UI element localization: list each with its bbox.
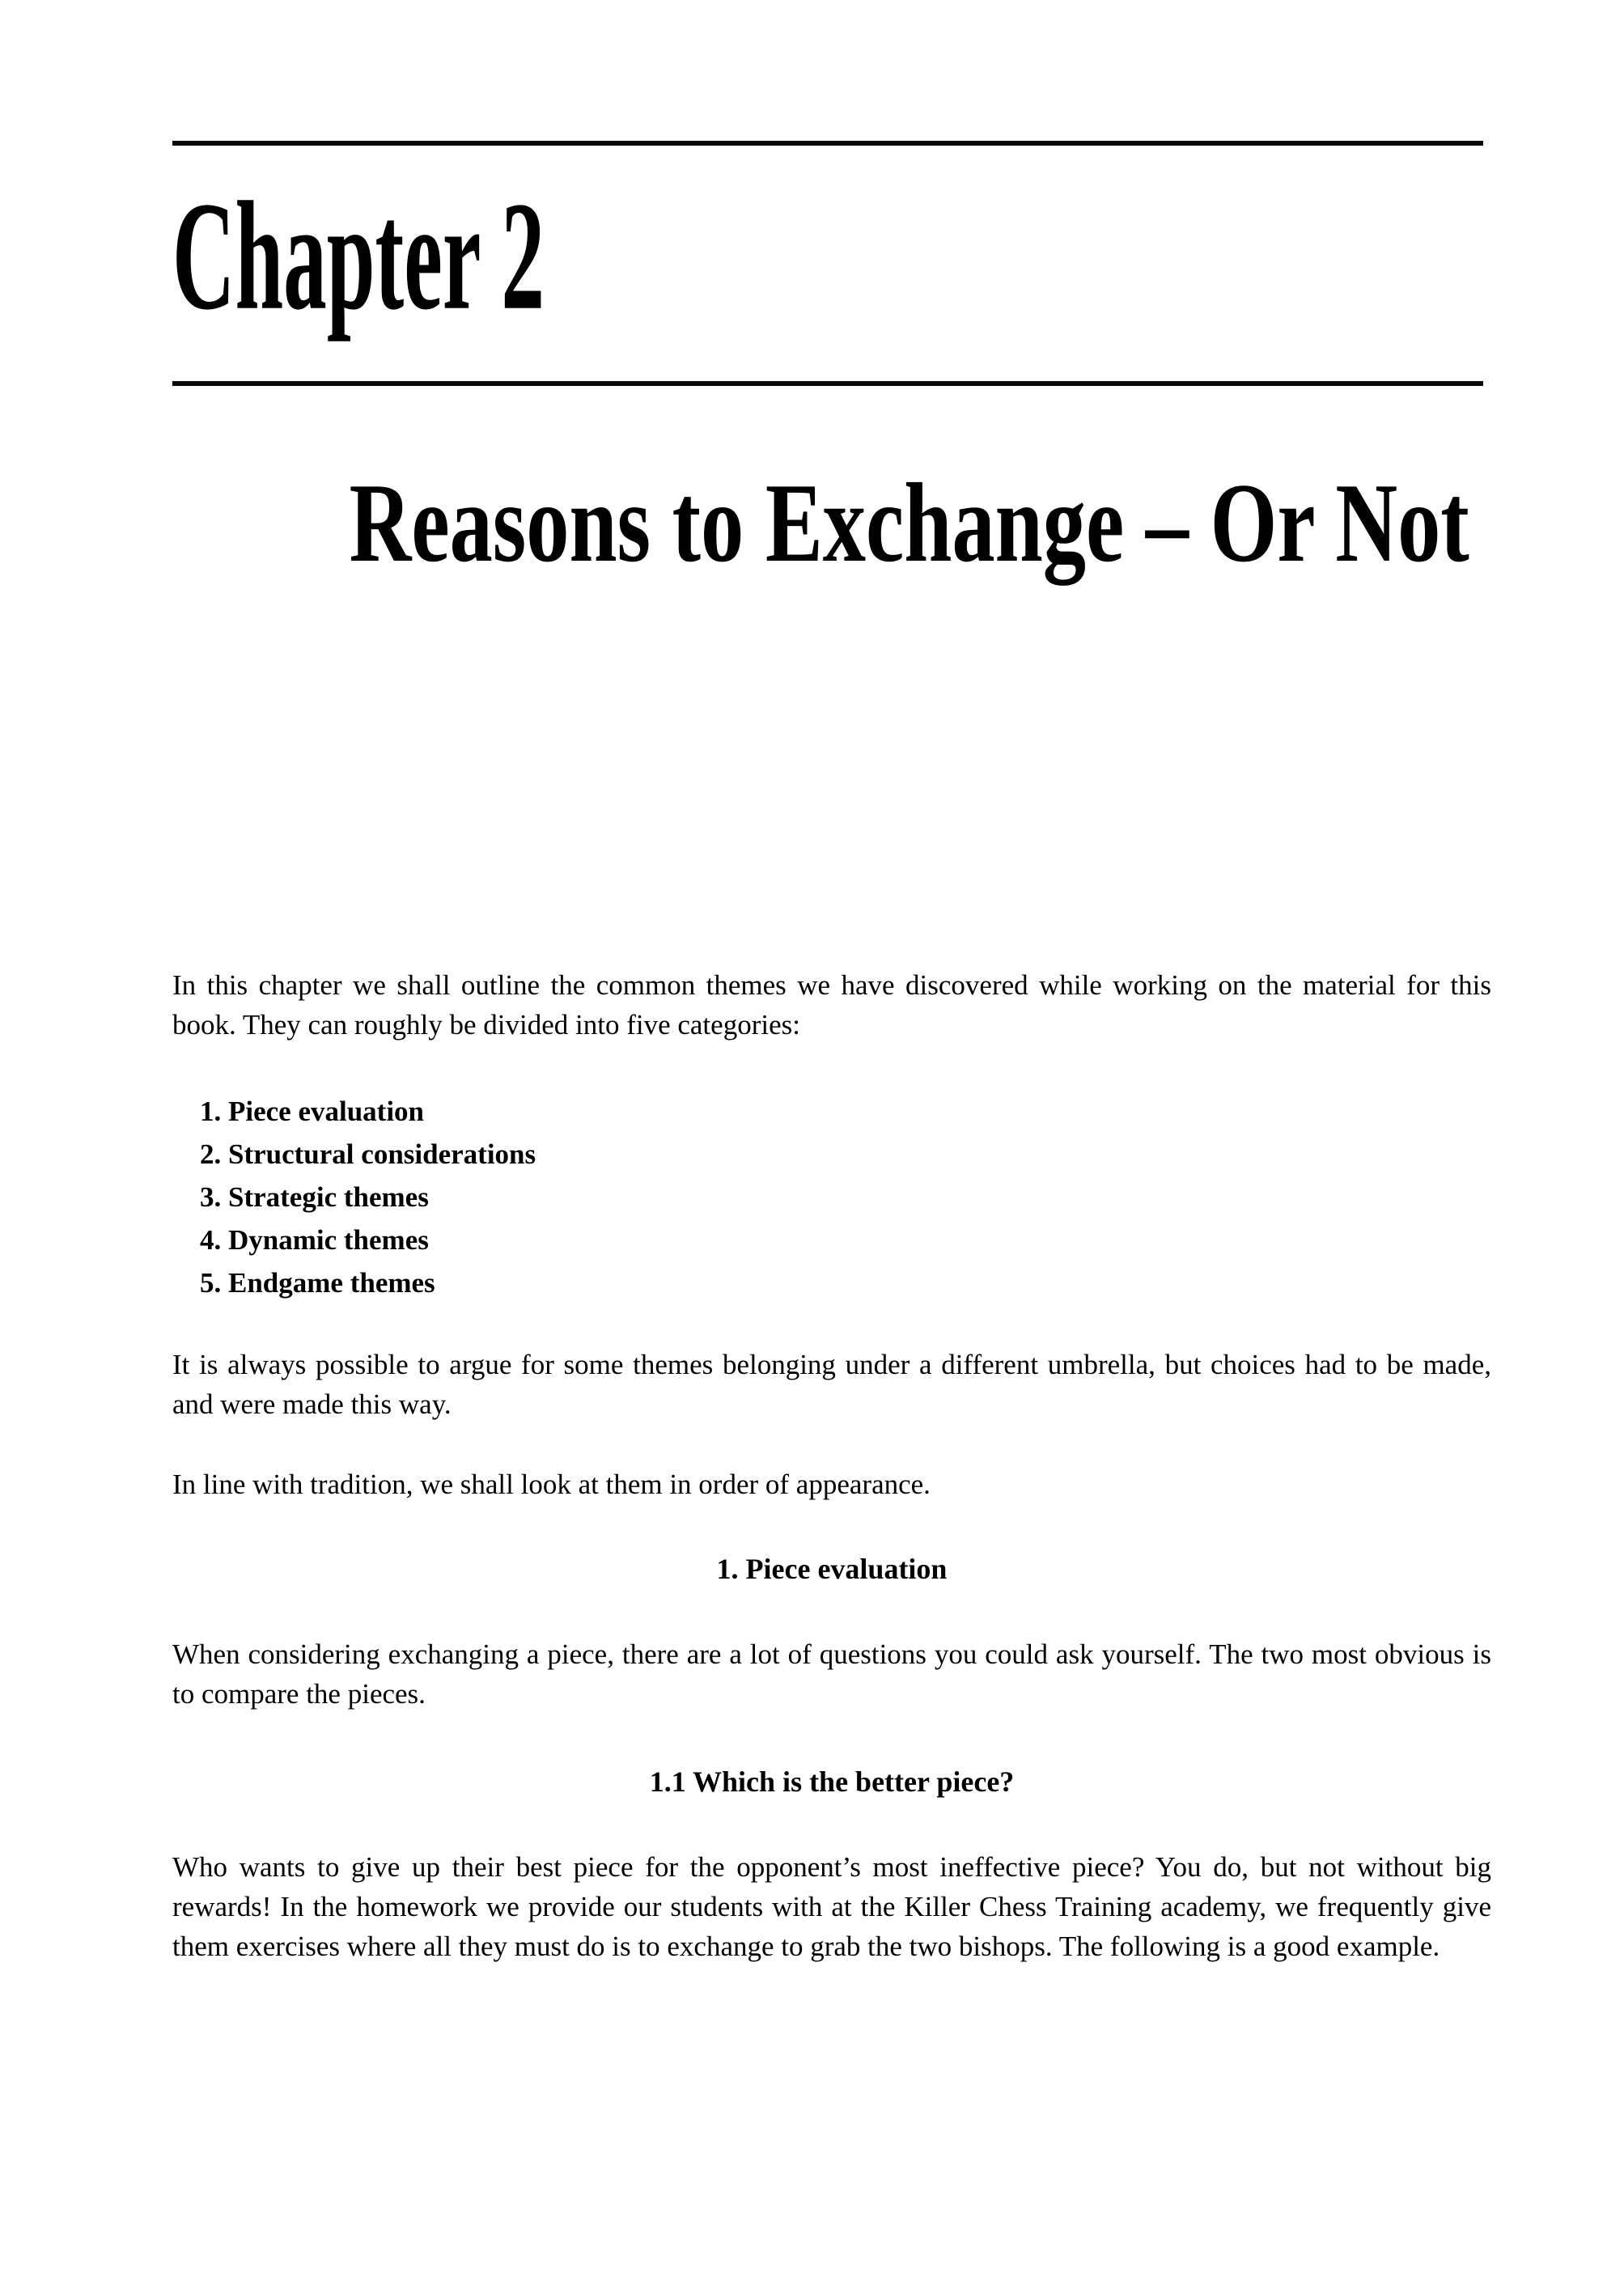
chapter-label [172, 170, 814, 343]
chapter-label-text: Chapter 2 [172, 170, 545, 343]
body-content [172, 965, 1491, 1966]
intro-paragraph: In this chapter we shall outline the common themes we have discovered while working on the material for this book. They can roughly be divided into five categories: [172, 969, 1491, 1041]
better-piece-paragraph: Who wants to give up their best piece for the opponent’s most ineffective piece? You do, but not without big rewards! In the homework we provide our students with at the Killer Chess Training academy, we frequently give them exercises where all they must do is to exchange to grab the two bishops. The following is a good example. [172, 1851, 1491, 1962]
after-list-paragraph: It is always possible to argue for some themes belonging under a different umbrella, but choices had to be made, and were made this way. [172, 1349, 1491, 1420]
subsection-heading-better-piece: 1.1 Which is the better piece? [649, 1765, 1015, 1798]
chapter-title-text: Reasons to Exchange – Or Not [349, 460, 1469, 586]
top-rule [172, 141, 1483, 146]
section-heading-piece-evaluation: 1. Piece evaluation [716, 1553, 948, 1585]
piece-evaluation-paragraph: When considering exchanging a piece, there are a lot of questions you could ask yourself. The two most obvious is to compare the pieces. [172, 1638, 1491, 1710]
category-item-4: 4. Dynamic themes [200, 1224, 429, 1256]
category-list [172, 1090, 1491, 1304]
category-item-2: 2. Structural considerations [200, 1138, 536, 1170]
chapter-divider-rule [172, 381, 1483, 386]
category-item-3: 3. Strategic themes [200, 1181, 429, 1213]
chapter-title [172, 461, 1491, 586]
tradition-paragraph: In line with tradition, we shall look at them in order of appearance. [172, 1469, 931, 1500]
category-item-1: 1. Piece evaluation [200, 1096, 425, 1127]
category-item-5: 5. Endgame themes [200, 1267, 435, 1299]
